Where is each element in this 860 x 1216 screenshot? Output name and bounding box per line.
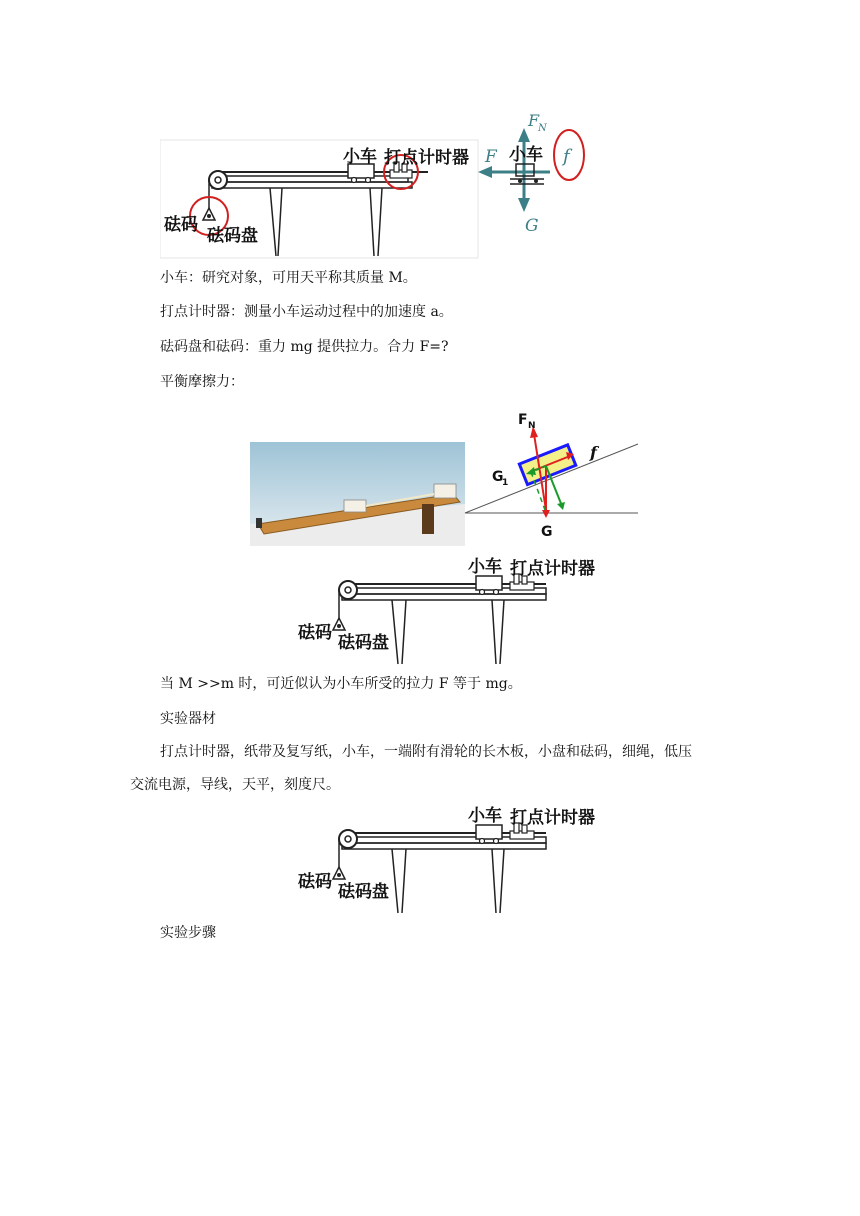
weight	[207, 214, 211, 218]
weight-label: 砝码	[164, 215, 198, 235]
table-leg-left	[392, 600, 406, 664]
pulley-axle	[345, 836, 351, 842]
paragraph-timer: 打点计时器：测量小车运动过程中的加速度 a。	[160, 304, 453, 320]
cart-wheel-right	[494, 839, 499, 844]
f-label: f	[590, 443, 597, 462]
apparatus-figure-2	[296, 554, 606, 670]
photo-pulley	[256, 518, 262, 528]
G1-subscript: 1	[502, 478, 509, 488]
inclined-plane-figure	[248, 406, 648, 546]
FN-subscript: N	[528, 421, 536, 431]
apparatus-figure-3	[296, 803, 606, 919]
force-f-label: f	[563, 146, 570, 167]
paragraph-cart: 小车：研究对象，可用天平称其质量 M。	[160, 270, 417, 286]
pan-label: 砝码盘	[207, 226, 258, 246]
paragraph-equipment-line1: 打点计时器，纸带及复写纸，小车，一端附有滑轮的长木板，小盘和砝码，细绳，低压	[160, 744, 692, 760]
cart-label: 小车	[468, 557, 502, 577]
paragraph-weights: 砝码盘和砝码：重力 mg 提供拉力。合力 F=?	[160, 339, 449, 355]
perpendicular-component-head	[557, 502, 565, 510]
FN-label: F	[518, 412, 528, 428]
weight	[337, 624, 341, 628]
table-top	[342, 594, 546, 600]
photo-support-block	[422, 504, 434, 534]
fbd-cart-label: 小车	[509, 145, 543, 165]
force-FN-subscript: N	[538, 123, 547, 134]
table-leg-right	[492, 849, 504, 913]
paragraph-friction-heading: 平衡摩擦力：	[160, 374, 244, 390]
pulley-axle	[345, 587, 351, 593]
photo-timer	[434, 484, 456, 498]
force-G-label: G	[525, 216, 539, 236]
force-F-label: F	[485, 147, 497, 167]
timer	[390, 170, 412, 178]
cart-label: 小车	[343, 147, 377, 167]
paragraph-equipment-line2: 交流电源，导线，天平，刻度尺。	[130, 777, 340, 793]
pan-label: 砝码盘	[338, 882, 389, 902]
weight-label: 砝码	[298, 872, 332, 892]
cart-wheel-right	[494, 590, 499, 595]
cart-label: 小车	[468, 806, 502, 826]
pan-label: 砝码盘	[338, 633, 389, 653]
weight-label: 砝码	[298, 623, 332, 643]
timer-label: 打点计时器	[510, 808, 595, 828]
photo-cart	[344, 500, 366, 512]
cart-wheel-right	[366, 178, 371, 183]
cart-wheel-left	[352, 178, 357, 183]
table-leg-right	[492, 600, 504, 664]
table-leg-left	[392, 849, 406, 913]
cart	[476, 576, 502, 590]
cart-wheel-left	[480, 839, 485, 844]
force-FN-label: F	[528, 111, 540, 130]
normal-force-arrow-head	[518, 128, 530, 142]
timer-label: 打点计时器	[384, 148, 469, 168]
cart	[476, 825, 502, 839]
pulley-axle	[215, 177, 221, 183]
fbd-wheel-right	[534, 179, 538, 183]
gravity-arrow-head	[518, 198, 530, 212]
fbd-wheel-left	[518, 179, 522, 183]
weight	[337, 873, 341, 877]
timer-label: 打点计时器	[510, 559, 595, 579]
cart-wheel-left	[480, 590, 485, 595]
heading-steps: 实验步骤	[160, 925, 216, 941]
table-top	[342, 843, 546, 849]
tension-arrow-head	[478, 166, 492, 178]
heading-equipment: 实验器材	[160, 711, 216, 727]
G-label: G	[541, 524, 553, 540]
apparatus-figure-1	[160, 108, 600, 260]
paragraph-approximation: 当 M >>m 时，可近似认为小车所受的拉力 F 等于 mg。	[160, 676, 522, 692]
G-arrow-head	[542, 510, 550, 518]
G1-label: G	[492, 469, 504, 485]
